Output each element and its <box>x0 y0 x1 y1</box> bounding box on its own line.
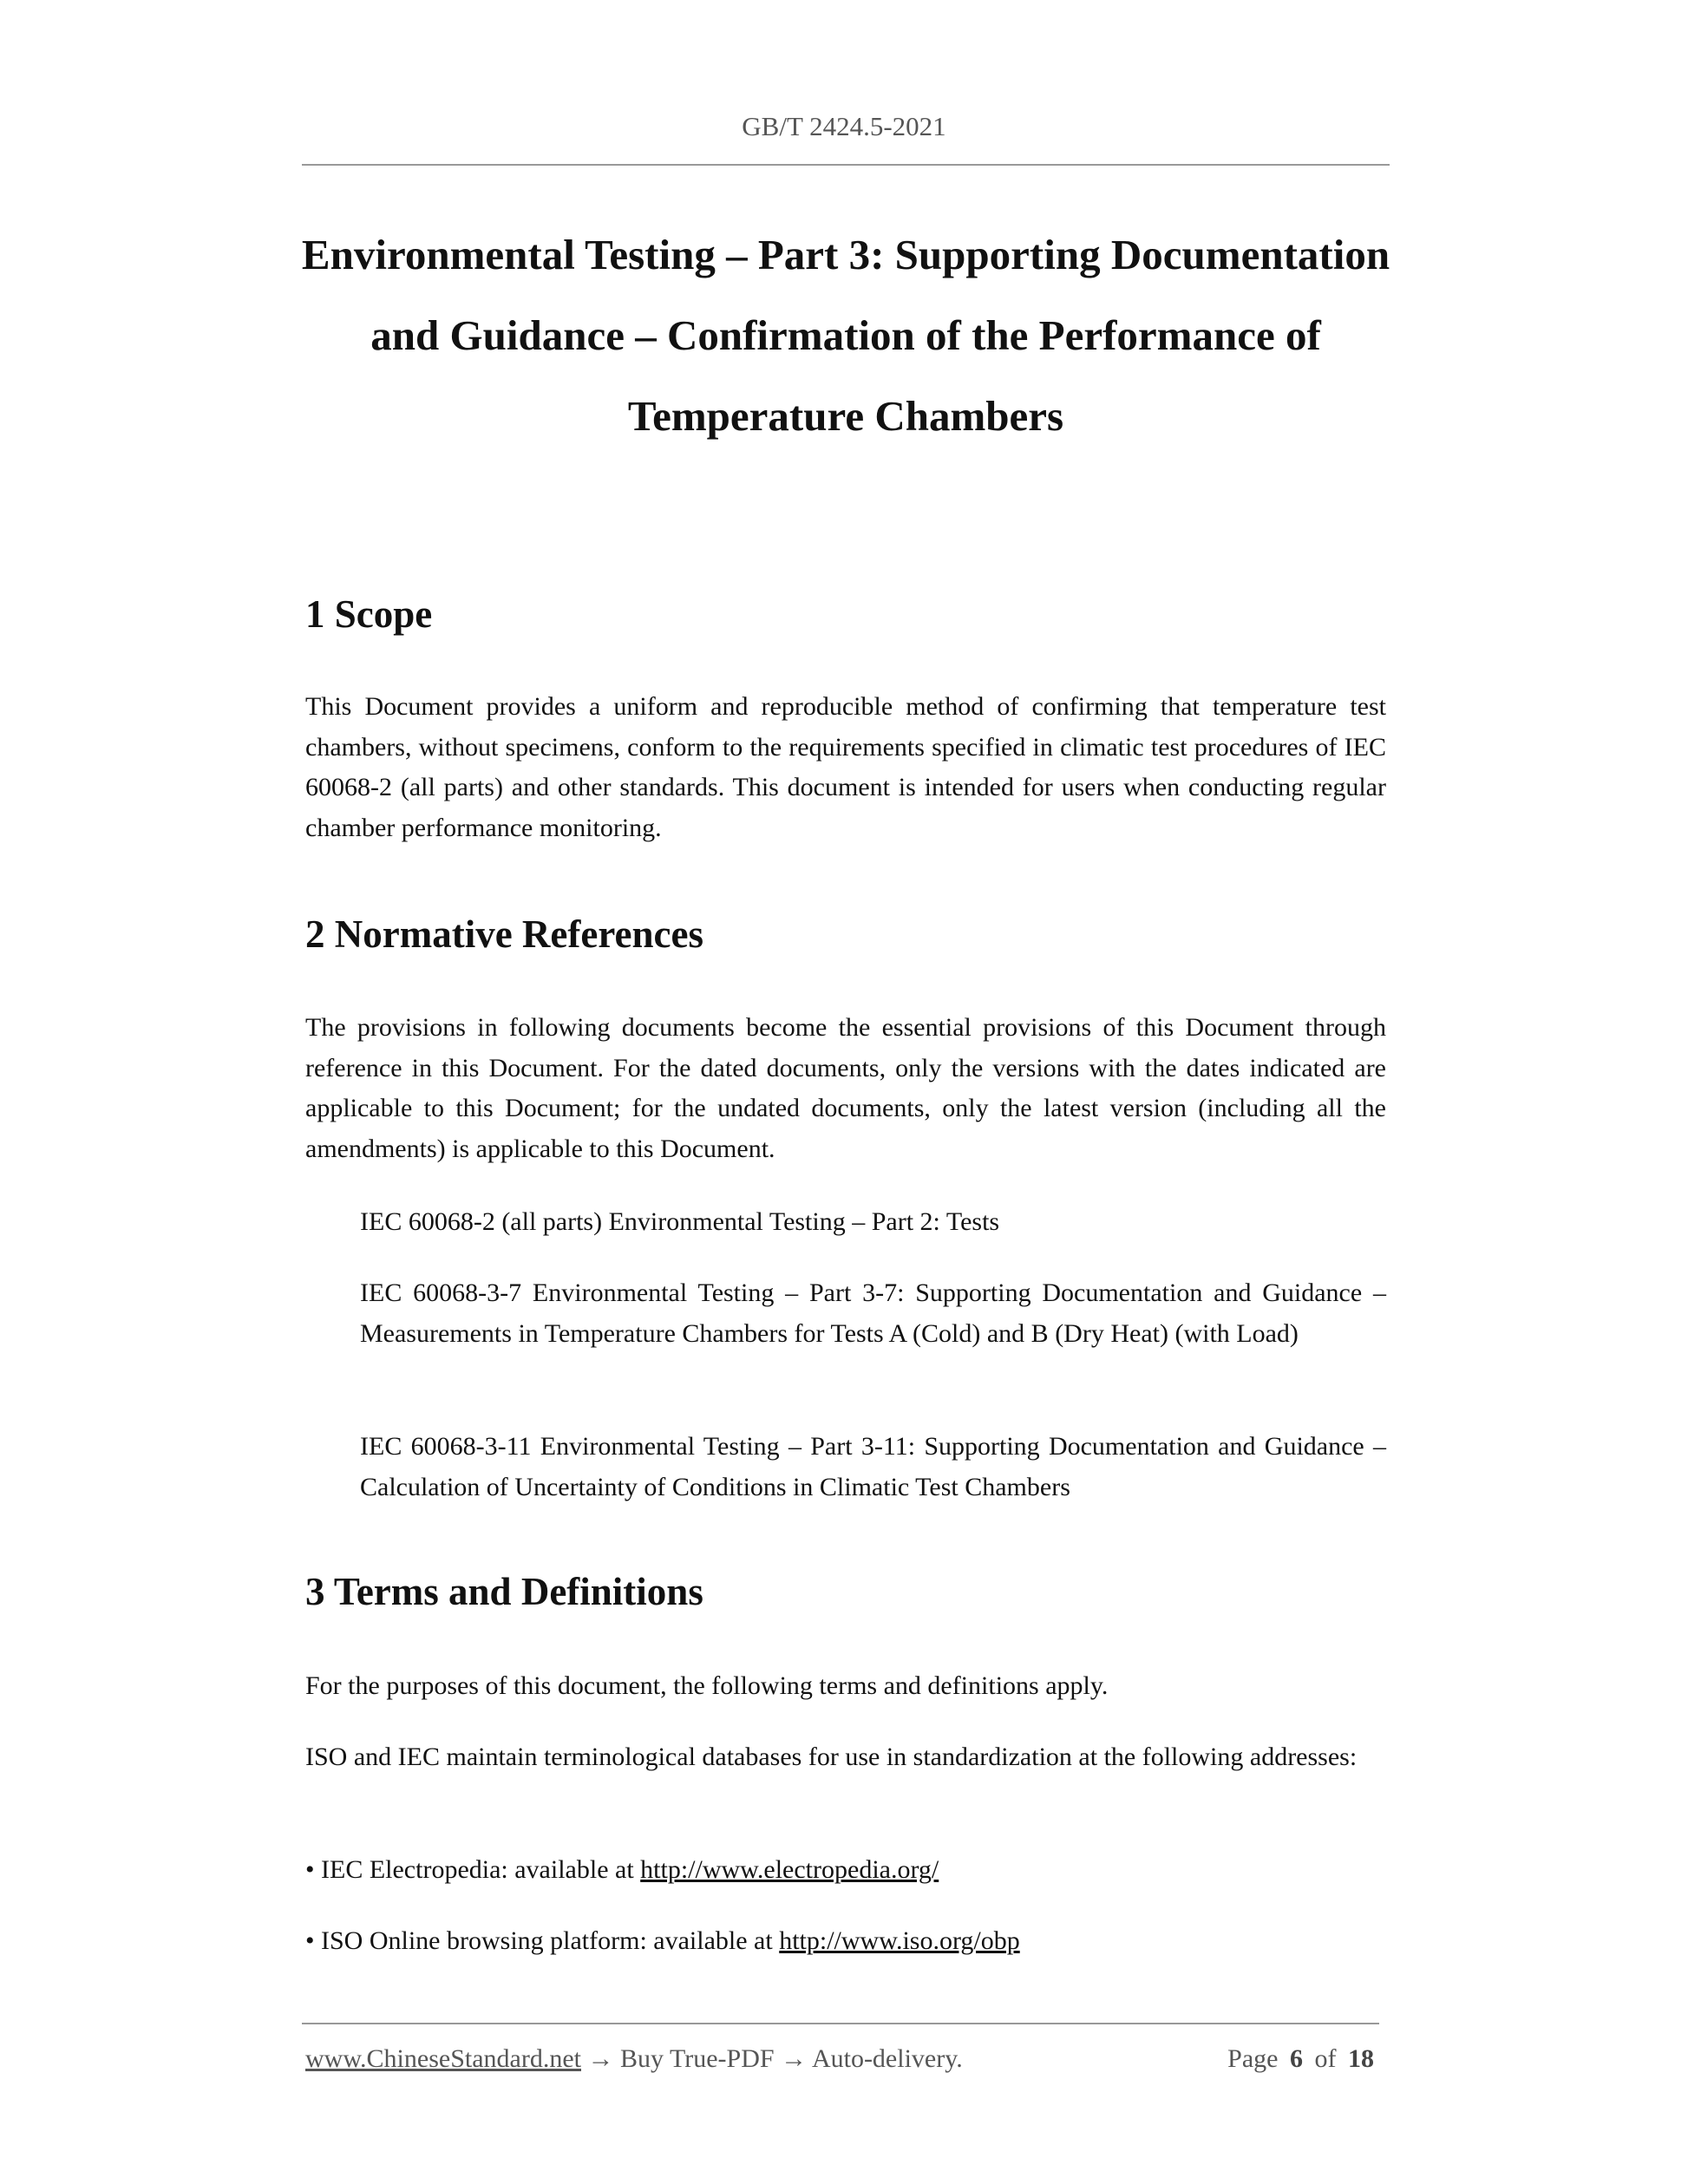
title-line: Environmental Testing – Part 3: Supporting Documentation <box>301 231 1390 278</box>
section-heading-normative-references: 2 Normative References <box>305 912 703 956</box>
footer-divider <box>302 2023 1379 2024</box>
section-heading-scope: 1 Scope <box>305 592 433 636</box>
buy-text: Buy True-PDF <box>620 2044 775 2073</box>
reference-item: IEC 60068-3-11 Environmental Testing – Part 3-11: Supporting Documentation and Guidance – Calculation of Uncertainty of Conditions in Climatic Test Chambers <box>360 1432 1386 1501</box>
title-line: and Guidance – Confirmation of the Performance of <box>370 311 1321 359</box>
delivery-text: Auto-delivery. <box>811 2044 963 2073</box>
bullet-text: • IEC Electropedia: available at <box>305 1855 641 1884</box>
page-number <box>1227 2044 1374 2074</box>
iso-obp-link[interactable]: http://www.iso.org/obp <box>779 1926 1020 1955</box>
bullet-item <box>305 1850 1386 1891</box>
normative-paragraph: The provisions in following documents become the essential provisions of this Document through reference in this Document. For the dated documents, only the versions with the dates indicated are applicable to this Document; for the undated documents, only the latest version (including all the amendments) is applicable to this Document. <box>305 1013 1386 1163</box>
of-label: of <box>1314 2044 1337 2073</box>
current-page: 6 <box>1290 2044 1303 2073</box>
terms-paragraph: For the purposes of this document, the following terms and definitions apply. <box>305 1671 1109 1700</box>
title-line: Temperature Chambers <box>627 392 1064 440</box>
total-pages: 18 <box>1348 2044 1374 2073</box>
document-title <box>295 214 1397 456</box>
bullet-item <box>305 1921 1386 1962</box>
reference-item: IEC 60068-3-7 Environmental Testing – Part 3-7: Supporting Documentation and Guidance – Measurements in Temperature Chambers for Tests A (Cold) and B (Dry Heat) (with Load) <box>360 1278 1386 1348</box>
reference-item: IEC 60068-2 (all parts) Environmental Testing – Part 2: Tests <box>360 1207 1000 1236</box>
arrow-icon: → <box>781 2044 808 2073</box>
header-divider <box>302 164 1390 166</box>
section-heading-terms: 3 Terms and Definitions <box>305 1570 703 1613</box>
page-label: Page <box>1227 2044 1279 2073</box>
site-link[interactable]: www.ChineseStandard.net <box>305 2044 581 2073</box>
footer-promo <box>305 2044 963 2074</box>
document-id-header: GB/T 2424.5-2021 <box>742 111 946 141</box>
bullet-text: • ISO Online browsing platform: available at <box>305 1926 780 1955</box>
arrow-icon: → <box>587 2044 614 2073</box>
terms-databases-paragraph: ISO and IEC maintain terminological databases for use in standardization at the following addresses: <box>305 1743 1358 1771</box>
scope-paragraph: This Document provides a uniform and reproducible method of confirming that temperature test chambers, without specimens, conform to the requirements specified in climatic test procedures of IEC 60068-2 (all parts) and other standards. This document is intended for users when conducting regular chamber performance monitoring. <box>305 692 1386 842</box>
electropedia-link[interactable]: http://www.electropedia.org/ <box>640 1855 939 1884</box>
